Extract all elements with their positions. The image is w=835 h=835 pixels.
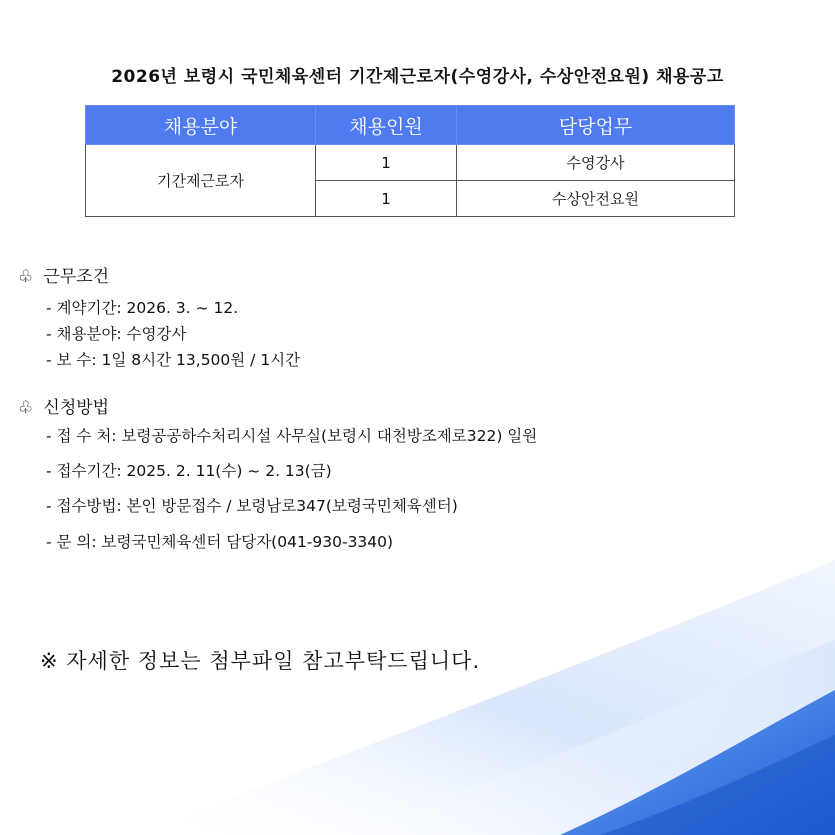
table-cell-duty: 수영강사 [457, 145, 735, 181]
apply-item: - 접수기간: 2025. 2. 11(수) ~ 2. 13(금) [46, 462, 332, 480]
page-title: 2026년 보령시 국민체육센터 기간제근로자(수영강사, 수상안전요원) 채용공고 [111, 67, 724, 87]
apply-item: - 접수방법: 본인 방문접수 / 보령남로347(보령국민체육센터) [46, 497, 458, 515]
work-conditions-heading [18, 262, 109, 287]
section-heading-text: 신청방법 [43, 398, 110, 418]
table-cell-duty: 수상안전요원 [457, 181, 735, 217]
table-header: 담당업무 [457, 106, 735, 145]
table-row [86, 145, 735, 181]
apply-item: - 문 의: 보령국민체육센터 담당자(041-930-3340) [46, 533, 394, 551]
apply-method-heading [18, 393, 109, 418]
table-cell-field: 기간제근로자 [86, 145, 316, 217]
section-heading-text: 근무조건 [43, 267, 110, 287]
apply-item: - 접 수 처: 보령공공하수처리시설 사무실(보령시 대천방조제로322) 일원 [46, 427, 538, 445]
work-item: - 채용분야: 수영강사 [46, 325, 187, 343]
table-header: 채용분야 [86, 106, 316, 145]
table-header: 채용인원 [316, 106, 457, 145]
table-cell-count: 1 [316, 145, 457, 181]
recruit-table [85, 105, 735, 217]
work-item: - 보 수: 1일 8시간 13,500원 / 1시간 [46, 351, 301, 369]
club-icon: ♧ [18, 267, 34, 287]
work-item: - 계약기간: 2026. 3. ~ 12. [46, 299, 239, 317]
attachment-note: ※ 자세한 정보는 첨부파일 참고부탁드립니다. [40, 649, 481, 673]
table-cell-count: 1 [316, 181, 457, 217]
club-icon: ♧ [18, 398, 34, 418]
table-header-row [86, 106, 735, 145]
